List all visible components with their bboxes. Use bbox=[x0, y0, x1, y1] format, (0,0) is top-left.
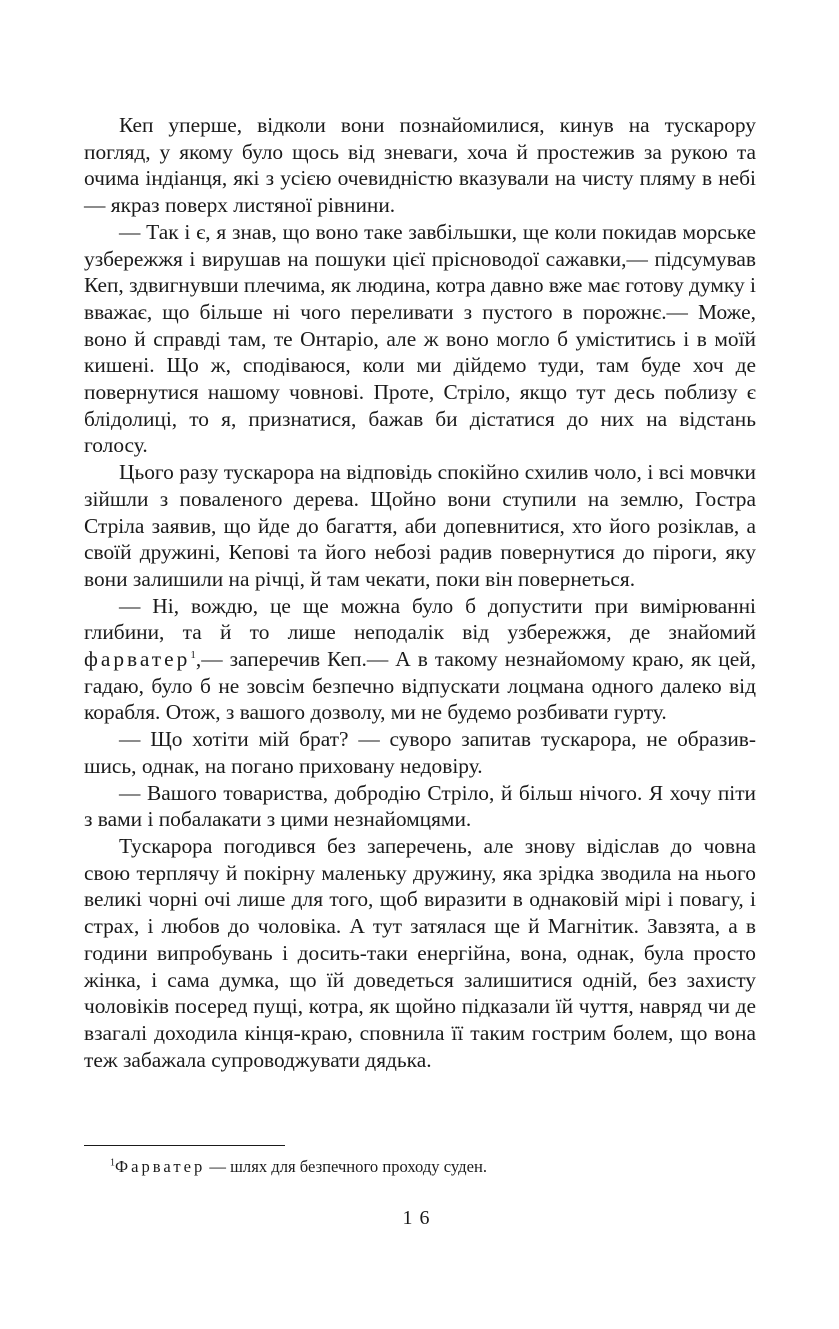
footnote-divider bbox=[84, 1145, 285, 1146]
paragraph-1: Кеп уперше, відколи вони познайомилися, кинув на тускарору погляд, у якому було щось від зневаги, хоча й простежив за рукою та очима індіанця, які з усією очевидністю вказували на чисту пляму в небі — якраз поверх листяної рівнини. bbox=[84, 113, 756, 218]
footnote-text: — шлях для безпечного проходу суден. bbox=[205, 1157, 487, 1176]
paragraph-4-text-after: ,— заперечив Кеп.— А в такому незнайомому краю, як цей, гадаю, було б не зовсім безпечно відпускати лоцмана одного далеко від корабля. Отож, з вашого дозволу, ми не будемо розбивати гурту. bbox=[84, 647, 756, 725]
paragraph-4 bbox=[84, 593, 756, 727]
page-number: 16 bbox=[402, 1207, 437, 1229]
paragraph-3: Цього разу тускарора на відповідь спокійно схилив чоло, і всі мовчки зійшли з поваленого дерева. Щойно вони ступили на землю, Гостра Стріла заявив, що йде до багаття, аби допевнитися, хто його розіклав, а своїй дружині, Кепові та його небозі радив повернутися до піроги, яку вони залишили на річці, й там чекати, поки він повернеться. bbox=[84, 460, 756, 591]
paragraph-7: Тускарора погодився без заперечень, але знову відіслав до човна свою терплячу й покірну маленьку дружину, яка зрідка зводила на нього великі чорні очі лише для того, щоб виразити в однаковій мірі і повагу, і страх, і любов до чоловіка. А тут затялася ще й Магнітик. Завзята, а в години випробувань і досить-таки енергійна, вона, однак, була просто жінка, і сама думка, що їй доведеться залишитися одній, без захисту чоловіків посеред пущі, котра, як щойно підказали їй чуття, навряд чи де взагалі доходила кінця-краю, сповнила її таким гострим болем, що вона теж забажала супроводжувати дядька. bbox=[84, 833, 756, 1072]
fairway-term: фарватер bbox=[84, 647, 191, 672]
paragraph-5: — Що хотіти мій брат? — суворо запитав тускарора, не образившись, однак, на погано приховану недовіру. bbox=[84, 727, 756, 778]
footnote-term: Фарватер bbox=[115, 1157, 206, 1176]
footnote-mark: 1 bbox=[110, 1157, 115, 1169]
paragraph-6: — Вашого товариства, добродію Стріло, й більш нічого. Я хочу піти з вами і побалакати з цими незнайомцями. bbox=[84, 780, 756, 832]
footnote-reference[interactable]: 1 bbox=[190, 648, 196, 661]
footnote bbox=[110, 1157, 750, 1177]
paragraph-4-text-before: — Ні, вождю, це ще можна було б допустити при вимірюванні глибини, та й то лише неподалік від узбережжя, де знайомий bbox=[84, 593, 756, 645]
page-body bbox=[84, 112, 756, 1073]
paragraph-2: — Так і є, я знав, що воно таке завбільшки, ще коли покидав морське узбережжя і вирушав на пошуки цієї прісноводої сажавки,— підсумував Кеп, здвигнувши плечима, як людина, котра давно вже має готову думку і вважає, що більше ні чого переливати з пустого в порожнє.— Може, воно й справді там, те Онтаріо, але ж воно могло б уміститись і в моїй кишені. Що ж, сподіваюся, коли ми дійдемо туди, там буде хоч де повернутися нашому човнові. Проте, Стріло, якщо тут десь поблизу є блідолиці, то я, признатися, бажав би дістатися до них на відстань голосу. bbox=[84, 219, 756, 458]
